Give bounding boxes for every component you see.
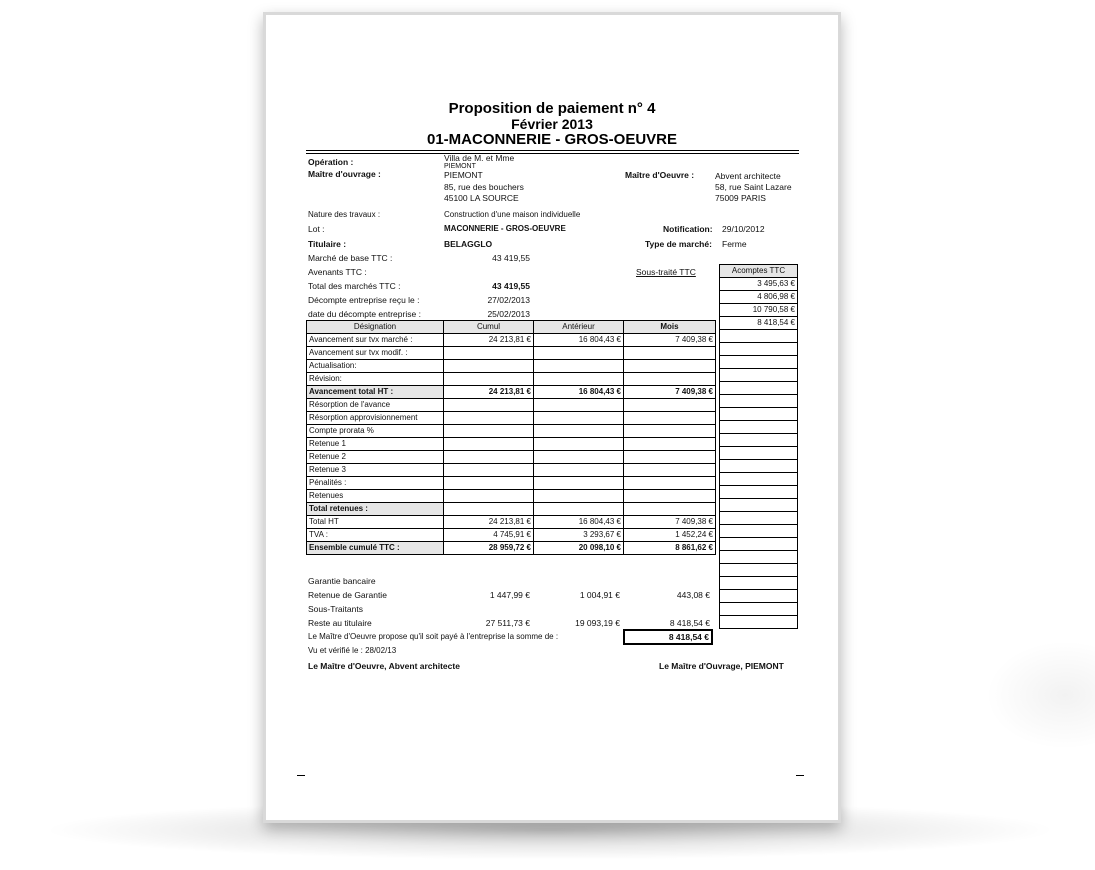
row-mois bbox=[624, 464, 716, 477]
title-rule-1 bbox=[306, 150, 799, 151]
row-anterieur bbox=[534, 347, 624, 360]
table-row bbox=[307, 516, 716, 529]
retenue-garantie-label: Retenue de Garantie bbox=[308, 590, 387, 600]
type-label: Type de marché: bbox=[645, 239, 712, 249]
row-anterieur: 16 804,43 € bbox=[534, 386, 624, 399]
acompte-cell bbox=[720, 395, 798, 408]
row-label: Résorption approvisionnement bbox=[307, 412, 444, 425]
owner-label: Maître d'ouvrage : bbox=[308, 169, 381, 179]
table-row bbox=[307, 386, 716, 399]
row-anterieur: 3 293,67 € bbox=[534, 529, 624, 542]
row-mois bbox=[624, 425, 716, 438]
owner-line-2: 85, rue des bouchers bbox=[444, 182, 524, 192]
row-label: Résorption de l'avance bbox=[307, 399, 444, 412]
row-mois bbox=[624, 347, 716, 360]
retenue-garantie-anterieur: 1 004,91 € bbox=[579, 590, 620, 600]
row-label: Avancement total HT : bbox=[307, 386, 444, 399]
date-label: date du décompte entreprise : bbox=[308, 309, 421, 319]
acompte-cell bbox=[720, 330, 798, 343]
acompte-cell bbox=[720, 486, 798, 499]
acompte-cell bbox=[720, 603, 798, 616]
lot-title: 01-MACONNERIE - GROS-OEUVRE bbox=[426, 131, 678, 148]
row-anterieur bbox=[534, 490, 624, 503]
notification-value: 29/10/2012 bbox=[722, 224, 765, 234]
acompte-cell bbox=[720, 408, 798, 421]
titulaire-value: BELAGGLO bbox=[444, 239, 493, 249]
acompte-cell bbox=[720, 447, 798, 460]
acompte-cell bbox=[720, 590, 798, 603]
row-label: Avancement sur tvx modif. : bbox=[307, 347, 444, 360]
row-label: TVA : bbox=[307, 529, 444, 542]
total-label: Total des marchés TTC : bbox=[308, 281, 401, 291]
reste-cumul: 27 511,73 € bbox=[485, 618, 530, 628]
row-anterieur: 20 098,10 € bbox=[534, 542, 624, 555]
owner-line-0: PIEMONT bbox=[444, 163, 476, 169]
row-cumul bbox=[444, 360, 534, 373]
acompte-cell bbox=[720, 577, 798, 590]
row-cumul: 4 745,91 € bbox=[444, 529, 534, 542]
row-mois: 7 409,38 € bbox=[624, 386, 716, 399]
row-anterieur bbox=[534, 412, 624, 425]
row-mois bbox=[624, 360, 716, 373]
propose-value: 8 418,54 € bbox=[623, 629, 713, 645]
row-cumul: 24 213,81 € bbox=[444, 516, 534, 529]
row-label: Total HT bbox=[307, 516, 444, 529]
table-row bbox=[307, 542, 716, 555]
acompte-cell: 3 495,63 € bbox=[720, 278, 798, 291]
document-month: Février 2013 bbox=[511, 116, 593, 132]
row-mois bbox=[624, 373, 716, 386]
row-cumul bbox=[444, 399, 534, 412]
table-row bbox=[307, 503, 716, 516]
document-title: Proposition de paiement n° 4 bbox=[448, 100, 656, 117]
avenants-label: Avenants TTC : bbox=[308, 267, 367, 277]
header-mois: Mois bbox=[624, 321, 716, 334]
acomptes-table bbox=[719, 264, 798, 629]
row-anterieur: 16 804,43 € bbox=[534, 516, 624, 529]
row-mois: 8 861,62 € bbox=[624, 542, 716, 555]
acomptes-header: Acomptes TTC bbox=[720, 265, 798, 278]
row-label: Ensemble cumulé TTC : bbox=[307, 542, 444, 555]
row-mois: 1 452,24 € bbox=[624, 529, 716, 542]
table-row bbox=[307, 399, 716, 412]
row-cumul bbox=[444, 412, 534, 425]
acompte-cell bbox=[720, 512, 798, 525]
acompte-cell bbox=[720, 551, 798, 564]
table-row bbox=[307, 490, 716, 503]
row-mois bbox=[624, 438, 716, 451]
acompte-cell bbox=[720, 564, 798, 577]
row-cumul bbox=[444, 503, 534, 516]
acompte-cell bbox=[720, 434, 798, 447]
row-label: Compte prorata % bbox=[307, 425, 444, 438]
crop-mark-right bbox=[796, 775, 804, 776]
garantie-bancaire-label: Garantie bancaire bbox=[308, 576, 376, 586]
table-header-row bbox=[307, 321, 716, 334]
row-label: Retenue 1 bbox=[307, 438, 444, 451]
acompte-cell bbox=[720, 382, 798, 395]
sign-right: Le Maître d'Ouvrage, PIEMONT bbox=[659, 661, 784, 671]
moe-label: Maître d'Oeuvre : bbox=[625, 170, 695, 180]
acompte-cell bbox=[720, 616, 798, 629]
retenue-garantie-mois: 443,08 € bbox=[676, 590, 710, 600]
acompte-cell bbox=[720, 525, 798, 538]
row-cumul bbox=[444, 347, 534, 360]
background-glare bbox=[985, 640, 1095, 750]
acompte-cell: 10 790,58 € bbox=[720, 304, 798, 317]
row-anterieur bbox=[534, 373, 624, 386]
reste-anterieur: 19 093,19 € bbox=[575, 618, 620, 628]
document-page bbox=[263, 12, 841, 823]
decompte-label: Décompte entreprise reçu le : bbox=[308, 295, 420, 305]
table-row bbox=[307, 425, 716, 438]
row-cumul bbox=[444, 373, 534, 386]
retenue-garantie-cumul: 1 447,99 € bbox=[489, 590, 530, 600]
acompte-cell bbox=[720, 538, 798, 551]
operation-label: Opération : bbox=[308, 157, 354, 167]
crop-mark-left bbox=[297, 775, 305, 776]
row-label: Retenue 3 bbox=[307, 464, 444, 477]
row-mois bbox=[624, 399, 716, 412]
row-mois bbox=[624, 477, 716, 490]
decompte-value: 27/02/2013 bbox=[487, 295, 530, 305]
row-anterieur bbox=[534, 503, 624, 516]
base-label: Marché de base TTC : bbox=[308, 253, 393, 263]
sign-left: Le Maître d'Oeuvre, Abvent architecte bbox=[308, 661, 460, 671]
row-anterieur bbox=[534, 360, 624, 373]
vu-text: Vu et vérifié le : 28/02/13 bbox=[308, 646, 397, 655]
operation-value: Villa de M. et Mme bbox=[444, 153, 515, 163]
acompte-cell: 4 806,98 € bbox=[720, 291, 798, 304]
row-mois bbox=[624, 503, 716, 516]
reste-label: Reste au titulaire bbox=[308, 618, 372, 628]
acompte-cell bbox=[720, 499, 798, 512]
row-label: Pénalités : bbox=[307, 477, 444, 490]
table-row bbox=[307, 464, 716, 477]
propose-text: Le Maître d'Oeuvre propose qu'il soit payé à l'entreprise la somme de : bbox=[308, 632, 559, 641]
row-anterieur: 16 804,43 € bbox=[534, 334, 624, 347]
row-anterieur bbox=[534, 399, 624, 412]
nature-label: Nature des travaux : bbox=[308, 210, 381, 219]
row-anterieur bbox=[534, 438, 624, 451]
table-row bbox=[307, 360, 716, 373]
header-anterieur: Antérieur bbox=[534, 321, 624, 334]
row-anterieur bbox=[534, 477, 624, 490]
titulaire-label: Titulaire : bbox=[308, 239, 347, 249]
acompte-cell bbox=[720, 460, 798, 473]
row-label: Avancement sur tvx marché : bbox=[307, 334, 444, 347]
row-mois bbox=[624, 490, 716, 503]
row-anterieur bbox=[534, 464, 624, 477]
table-row bbox=[307, 529, 716, 542]
sous-traitants-label: Sous-Traitants bbox=[308, 604, 363, 614]
row-cumul bbox=[444, 464, 534, 477]
row-label: Actualisation: bbox=[307, 360, 444, 373]
row-mois bbox=[624, 451, 716, 464]
moe-line-0: Abvent architecte bbox=[715, 171, 781, 181]
acompte-cell bbox=[720, 343, 798, 356]
row-cumul: 24 213,81 € bbox=[444, 386, 534, 399]
lot-value: MACONNERIE - GROS-OEUVRE bbox=[444, 224, 566, 233]
reste-mois: 8 418,54 € bbox=[669, 618, 710, 628]
base-value: 43 419,55 bbox=[492, 253, 530, 263]
acompte-cell bbox=[720, 356, 798, 369]
table-row bbox=[307, 451, 716, 464]
row-cumul bbox=[444, 438, 534, 451]
row-cumul bbox=[444, 425, 534, 438]
row-label: Total retenues : bbox=[307, 503, 444, 516]
lot-label: Lot : bbox=[308, 224, 325, 234]
header-designation: Désignation bbox=[307, 321, 444, 334]
nature-value: Construction d'une maison individuelle bbox=[444, 210, 581, 219]
row-anterieur bbox=[534, 425, 624, 438]
table-row bbox=[307, 334, 716, 347]
moe-line-2: 75009 PARIS bbox=[715, 193, 766, 203]
date-value: 25/02/2013 bbox=[487, 309, 530, 319]
owner-line-1: PIEMONT bbox=[444, 170, 483, 180]
soustraite-label: Sous-traité TTC bbox=[636, 267, 696, 277]
row-label: Révision: bbox=[307, 373, 444, 386]
owner-line-3: 45100 LA SOURCE bbox=[444, 193, 519, 203]
row-cumul: 28 959,72 € bbox=[444, 542, 534, 555]
row-mois: 7 409,38 € bbox=[624, 516, 716, 529]
row-mois bbox=[624, 412, 716, 425]
row-mois: 7 409,38 € bbox=[624, 334, 716, 347]
title-rule-2 bbox=[306, 153, 799, 154]
row-label: Retenue 2 bbox=[307, 451, 444, 464]
acompte-cell bbox=[720, 421, 798, 434]
row-cumul bbox=[444, 477, 534, 490]
acompte-cell bbox=[720, 473, 798, 486]
table-row bbox=[307, 438, 716, 451]
row-cumul bbox=[444, 490, 534, 503]
table-row bbox=[307, 373, 716, 386]
table-row bbox=[307, 347, 716, 360]
header-cumul: Cumul bbox=[444, 321, 534, 334]
acompte-cell bbox=[720, 369, 798, 382]
row-anterieur bbox=[534, 451, 624, 464]
row-label: Retenues bbox=[307, 490, 444, 503]
notification-label: Notification: bbox=[663, 224, 713, 234]
total-value: 43 419,55 bbox=[492, 281, 530, 291]
table-row bbox=[307, 412, 716, 425]
moe-line-1: 58, rue Saint Lazare bbox=[715, 182, 792, 192]
row-cumul: 24 213,81 € bbox=[444, 334, 534, 347]
acompte-cell: 8 418,54 € bbox=[720, 317, 798, 330]
payment-table bbox=[306, 320, 716, 555]
type-value: Ferme bbox=[722, 239, 747, 249]
row-cumul bbox=[444, 451, 534, 464]
table-row bbox=[307, 477, 716, 490]
